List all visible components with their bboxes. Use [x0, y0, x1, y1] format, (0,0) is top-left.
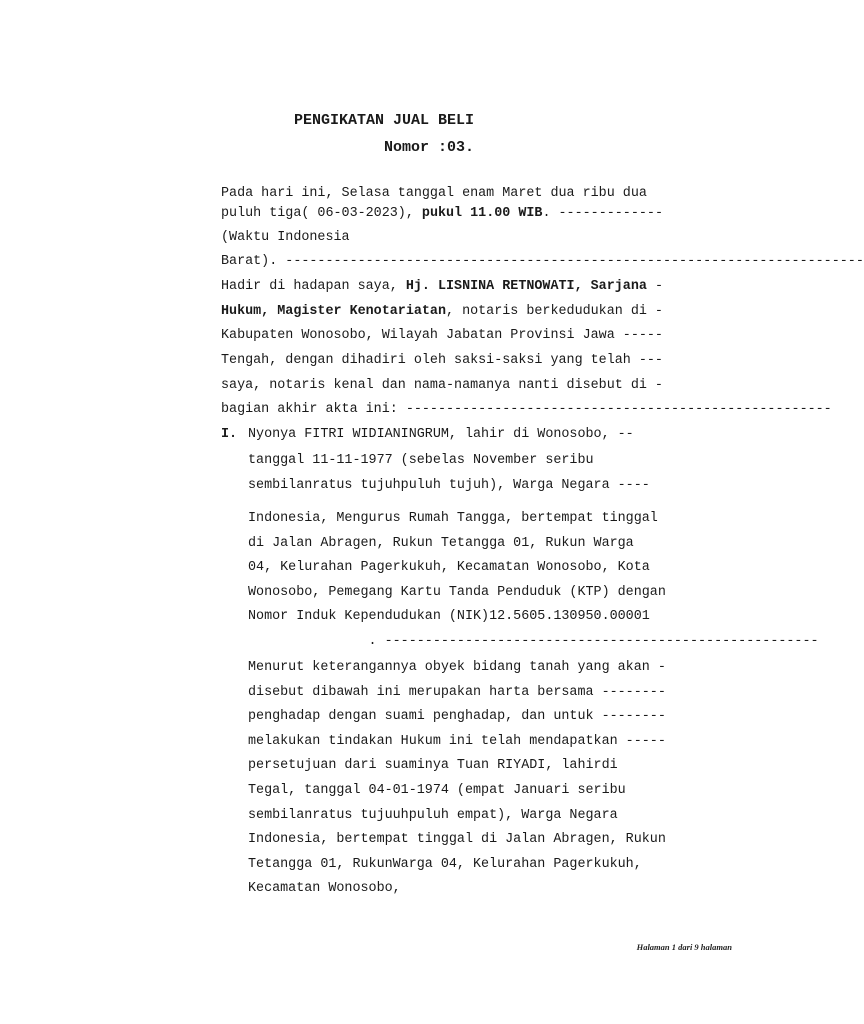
notary-line-2: Hukum, Magister Kenotariatan, notaris berkedudukan di -	[221, 304, 663, 319]
party-line-2: tanggal 11-11-1977 (sebelas November seribu	[248, 453, 594, 468]
party-line-7: Wonosobo, Pemegang Kartu Tanda Penduduk (KTP) dengan	[248, 585, 666, 600]
notary-line-1: Hadir di hadapan saya, Hj. LISNINA RETNOWATI, Sarjana -	[221, 279, 663, 294]
notary-line-4: Tengah, dengan dihadiri oleh saksi-saksi yang telah ---	[221, 353, 663, 368]
opening-line-1: Pada hari ini, Selasa tanggal enam Maret dua ribu dua	[221, 186, 647, 201]
consent-line-6: Tegal, tanggal 04-01-1974 (empat Januari seribu	[248, 783, 626, 798]
consent-line-9: Tetangga 01, RukunWarga 04, Kelurahan Pagerkukuh,	[248, 857, 642, 872]
party-line-1: Nyonya FITRI WIDIANINGRUM, lahir di Wonosobo, --	[248, 427, 634, 442]
consent-line-7: sembilanratus tujuuhpuluh empat), Warga Negara	[248, 808, 618, 823]
party-line-4: Indonesia, Mengurus Rumah Tangga, bertempat tinggal	[248, 511, 658, 526]
consent-line-3: penghadap dengan suami penghadap, dan untuk --------	[248, 709, 666, 724]
consent-line-8: Indonesia, bertempat tinggal di Jalan Abragen, Rukun	[248, 832, 666, 847]
consent-line-1: Menurut keterangannya obyek bidang tanah yang akan -	[248, 660, 666, 675]
document-number: Nomor :03.	[383, 139, 474, 156]
consent-line-10: Kecamatan Wonosobo,	[248, 881, 401, 896]
consent-line-5: persetujuan dari suaminya Tuan RIYADI, lahirdi	[248, 758, 618, 773]
party-marker: I.	[221, 427, 238, 442]
party-line-8: Nomor Induk Kependudukan (NIK)12.5605.130950.00001	[248, 609, 650, 624]
opening-line-4: Barat). ------------------------------------------------------------------------	[221, 254, 864, 269]
consent-line-2: disebut dibawah ini merupakan harta bersama --------	[248, 685, 666, 700]
opening-line-3: (Waktu Indonesia	[221, 230, 350, 245]
opening-line-2: puluh tiga( 06-03-2023), pukul 11.00 WIB. -------------	[221, 206, 663, 221]
page-footer: Halaman 1 dari 9 halaman	[636, 942, 732, 952]
notary-line-6: bagian akhir akta ini: -----------------------------------------------------	[221, 402, 832, 417]
notary-line-5: saya, notaris kenal dan nama-namanya nanti disebut di -	[221, 378, 663, 393]
party-line-6: 04, Kelurahan Pagerkukuh, Kecamatan Wonosobo, Kota	[248, 560, 650, 575]
party-line-5: di Jalan Abragen, Rukun Tetangga 01, Rukun Warga	[248, 536, 634, 551]
consent-line-4: melakukan tindakan Hukum ini telah mendapatkan -----	[248, 734, 666, 749]
party-line-9: . ------------------------------------------------------	[248, 634, 819, 649]
document-title: PENGIKATAN JUAL BELI	[293, 112, 475, 129]
notary-line-3: Kabupaten Wonosobo, Wilayah Jabatan Provinsi Jawa -----	[221, 328, 663, 343]
party-line-3: sembilanratus tujuhpuluh tujuh), Warga Negara ----	[248, 478, 650, 493]
